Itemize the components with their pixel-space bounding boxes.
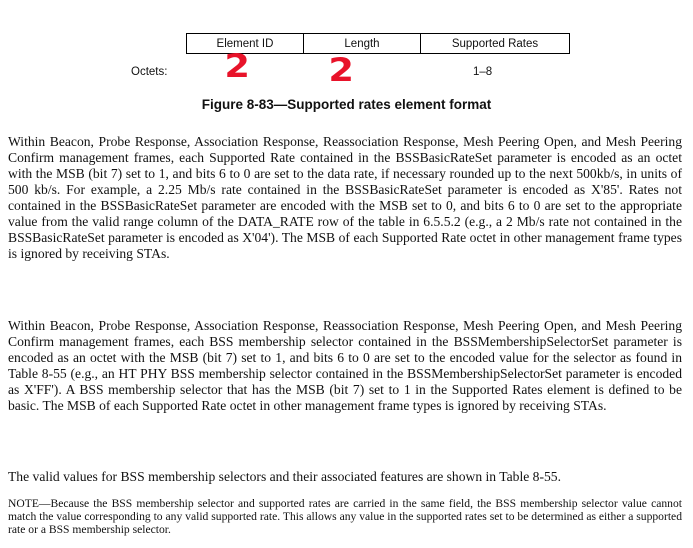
paragraph-supported-rates-encoding: Within Beacon, Probe Response, Association Response, Reassociation Response, Mesh Peering Open, and Mesh Peering Confirm management frames, each Supported Rate contained in the BSSBasicRateSet parameter is encoded as an octet with the MSB (bit 7) set to 1, and bits 6 to 0 are set to the data rate, if necessary rounded up to the next 500kb/s, in units of 500 kb/s. For example, a 2.25 Mb/s rate contained in the BSSBasicRateSet parameter is encoded as X'85'. Rates not contained in the BSSBasicRateSet parameter are encoded with the MSB set to 0, and bits 6 to 0 are set to the appropriate value from the valid range column of the DATA_RATE row of the table in 6.5.5.2 (e.g., a 2 Mb/s rate not contained in the BSSBasicRateSet parameter is encoded as X'04'). The MSB of each Supported Rate octet in other management frame types is ignored by receiving STAs.: [8, 134, 682, 261]
handwritten-octets-element-id: 2: [224, 47, 250, 85]
figure-caption: Figure 8-83—Supported rates element format: [201, 97, 492, 112]
octets-label: Octets:: [131, 66, 168, 78]
header-length: Length: [303, 34, 420, 53]
paragraph-valid-values: The valid values for BSS membership selectors and their associated features are shown in Table 8-55.: [8, 469, 561, 484]
paragraph-bss-membership-selector: Within Beacon, Probe Response, Association Response, Reassociation Response, Mesh Peering Open, and Mesh Peering Confirm management frames, each BSS membership selector contained in the BSSMembershipSelectorSet parameter is encoded as an octet with the MSB (bit 7) set to 1, and bits 6 to 0 are set to the encoded value for the selector as found in Table 8-55 (e.g., an HT PHY BSS membership selector contained in the BSSMembershipSelectorSet parameter is encoded as X'FF'). A BSS membership selector that has the MSB (bit 7) set to 1 in the Supported Rates element is defined to be basic. The MSB of each Supported Rate octet in other management frame types is ignored by receiving STAs.: [8, 318, 682, 413]
note-text: NOTE—Because the BSS membership selector and supported rates are carried in the same field, the BSS membership selector value cannot match the value corresponding to any valid supported rate. This allows any value in the supported rates set to be determined as either a supported rate or a BSS membership selector.: [8, 497, 682, 537]
header-element-id: Element ID: [216, 37, 274, 50]
octets-supported-rates: 1–8: [473, 66, 493, 78]
handwritten-octets-length: 2: [328, 51, 354, 89]
header-supported-rates: Supported Rates: [420, 34, 569, 53]
